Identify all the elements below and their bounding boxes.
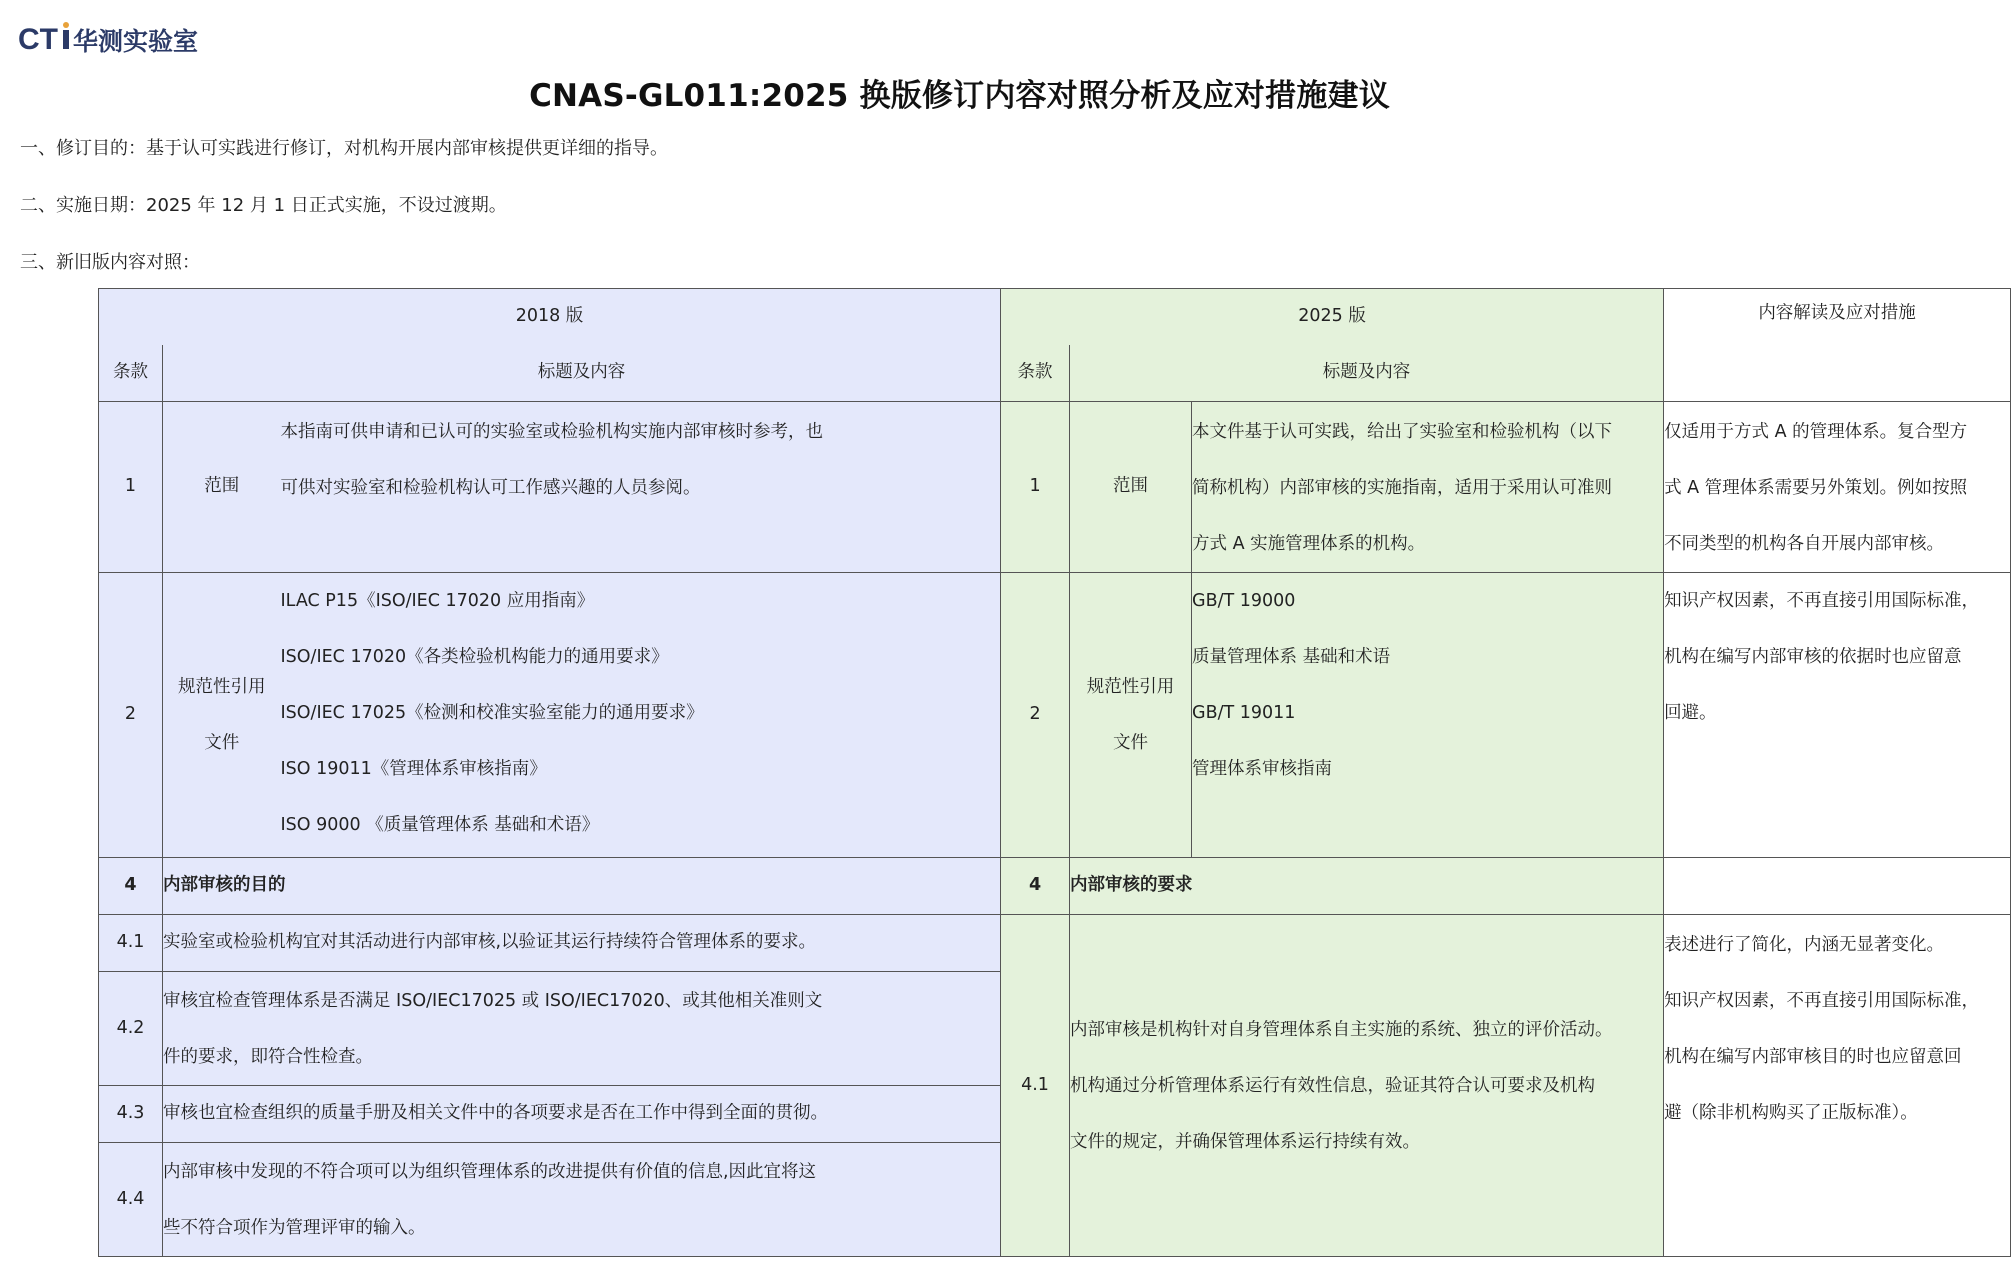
- content-line: 回避。: [1664, 703, 1717, 723]
- reference-item: ISO/IEC 17020《各类检验机构能力的通用要求》: [280, 647, 669, 667]
- new-clause-no: 4: [1001, 858, 1070, 915]
- table-row: [99, 858, 2011, 915]
- old-clause-title: 范围: [163, 402, 281, 573]
- old-clause-content: [281, 573, 1001, 858]
- content-line: 些不符合项作为管理评审的输入。: [163, 1217, 426, 1238]
- reference-item: GB/T 19000: [1192, 591, 1296, 611]
- content-line: 可供对实验室和检验机构认可工作感兴趣的人员参阅。: [280, 478, 701, 498]
- analysis-content: [1664, 915, 2011, 1257]
- old-clause-content: [163, 1143, 1001, 1257]
- content-line: 本文件基于认可实践，给出了实验室和检验机构（以下: [1192, 422, 1613, 442]
- new-clause-no: 2: [1001, 573, 1070, 858]
- reference-item: ISO/IEC 17025《检测和校准实验室能力的通用要求》: [280, 703, 704, 723]
- old-clause-no: 4.1: [99, 915, 163, 972]
- new-clause-content: [1192, 402, 1664, 573]
- content-line: 审核也宜检查组织的质量手册及相关文件中的各项要求是否在工作中得到全面的贯彻。: [163, 1103, 828, 1124]
- old-clause-no: 4.2: [99, 972, 163, 1086]
- section-purpose: 一、修订目的：基于认可实践进行修订，对机构开展内部审核提供更详细的指导。: [20, 138, 668, 159]
- new-clause-content: [1070, 915, 1664, 1257]
- content-line: 实验室或检验机构宜对其活动进行内部审核,以验证其运行持续符合管理体系的要求。: [163, 932, 817, 953]
- analysis-content: [1664, 573, 2011, 858]
- reference-item: ISO 9000 《质量管理体系 基础和术语》: [280, 815, 600, 835]
- content-line: 审核宜检查管理体系是否满足 ISO/IEC17025 或 ISO/IEC17020、或其他相关准则文: [163, 990, 823, 1011]
- header-new-clause: 条款: [1001, 345, 1070, 402]
- analysis-empty: [1664, 858, 2011, 915]
- section-date: 二、实施日期：2025 年 12 月 1 日正式实施，不设过渡期。: [20, 195, 507, 216]
- content-line: 简称机构）内部审核的实施指南，适用于采用认可准则: [1192, 478, 1613, 498]
- old-section-title: 内部审核的目的: [163, 858, 1001, 915]
- old-clause-no: 4.3: [99, 1086, 163, 1143]
- header-row-versions: [99, 289, 2011, 346]
- header-old-title: 标题及内容: [163, 345, 1001, 402]
- analysis-content: [1664, 402, 2011, 573]
- new-clause-title: [1070, 573, 1192, 858]
- new-clause-no: 4.1: [1001, 915, 1070, 1257]
- logo-name: 华测实验室: [73, 27, 199, 56]
- content-line: 机构在编写内部审核目的时也应留意回: [1664, 1047, 1962, 1067]
- title-line: 规范性引用: [178, 677, 266, 697]
- old-clause-no: 1: [99, 402, 163, 573]
- title-line: 文件: [1113, 733, 1149, 753]
- old-clause-no: 2: [99, 573, 163, 858]
- title-line: 文件: [204, 733, 240, 753]
- reference-item: GB/T 19011: [1192, 703, 1296, 723]
- header-analysis: 内容解读及应对措施: [1664, 289, 2011, 402]
- reference-item: 管理体系审核指南: [1192, 759, 1333, 779]
- old-clause-no: 4: [99, 858, 163, 915]
- content-line: 表述进行了简化，内涵无显著变化。: [1664, 935, 1945, 955]
- content-line: 知识产权因素，不再直接引用国际标准，: [1664, 591, 1980, 611]
- table-row: [99, 402, 2011, 573]
- old-clause-content: [281, 402, 1001, 573]
- content-line: 件的要求，即符合性检查。: [163, 1046, 373, 1067]
- header-new-title: 标题及内容: [1070, 345, 1664, 402]
- reference-item: 质量管理体系 基础和术语: [1192, 647, 1391, 667]
- content-line: 仅适用于方式 A 的管理体系。复合型方: [1664, 422, 1968, 442]
- header-old-clause: 条款: [99, 345, 163, 402]
- content-line: 避（除非机构购买了正版标准）。: [1664, 1103, 1918, 1123]
- section-compare: 三、新旧版内容对照：: [20, 252, 200, 273]
- header-2018: 2018 版: [99, 289, 1001, 346]
- content-line: 文件的规定，并确保管理体系运行持续有效。: [1070, 1131, 1421, 1152]
- brand-logo: [18, 18, 218, 58]
- table-row: [99, 915, 2011, 972]
- new-clause-no: 1: [1001, 402, 1070, 573]
- new-clause-title: 范围: [1070, 402, 1192, 573]
- header-2025: 2025 版: [1001, 289, 1664, 346]
- reference-item: ILAC P15《ISO/IEC 17020 应用指南》: [280, 591, 595, 611]
- old-clause-content: [163, 915, 1001, 972]
- content-line: 不同类型的机构各自开展内部审核。: [1664, 534, 1945, 554]
- content-line: 方式 A 实施管理体系的机构。: [1192, 534, 1426, 554]
- document-title: CNAS-GL011:2025 换版修订内容对照分析及应对措施建议: [529, 78, 1390, 114]
- old-clause-content: [163, 1086, 1001, 1143]
- content-line: 式 A 管理体系需要另外策划。例如按照: [1664, 478, 1968, 498]
- content-line: 内部审核是机构针对自身管理体系自主实施的系统、独立的评价活动。: [1070, 1019, 1613, 1040]
- new-section-title: 内部审核的要求: [1070, 858, 1664, 915]
- svg-text:CT: CT: [18, 23, 58, 56]
- reference-item: ISO 19011《管理体系审核指南》: [280, 759, 547, 779]
- content-line: 机构通过分析管理体系运行有效性信息，验证其符合认可要求及机构: [1070, 1075, 1596, 1096]
- table-row: [99, 573, 2011, 858]
- content-line: 机构在编写内部审核的依据时也应留意: [1664, 647, 1962, 667]
- old-clause-content: [163, 972, 1001, 1086]
- old-clause-no: 4.4: [99, 1143, 163, 1257]
- new-clause-content: [1192, 573, 1664, 858]
- comparison-table: [98, 288, 2011, 1257]
- content-line: 本指南可供申请和已认可的实验室或检验机构实施内部审核时参考，也: [280, 422, 823, 442]
- title-line: 规范性引用: [1086, 677, 1175, 697]
- content-line: 知识产权因素，不再直接引用国际标准，: [1664, 991, 1980, 1011]
- old-clause-title: [163, 573, 281, 858]
- content-line: 内部审核中发现的不符合项可以为组织管理体系的改进提供有价值的信息,因此宜将这: [163, 1161, 817, 1182]
